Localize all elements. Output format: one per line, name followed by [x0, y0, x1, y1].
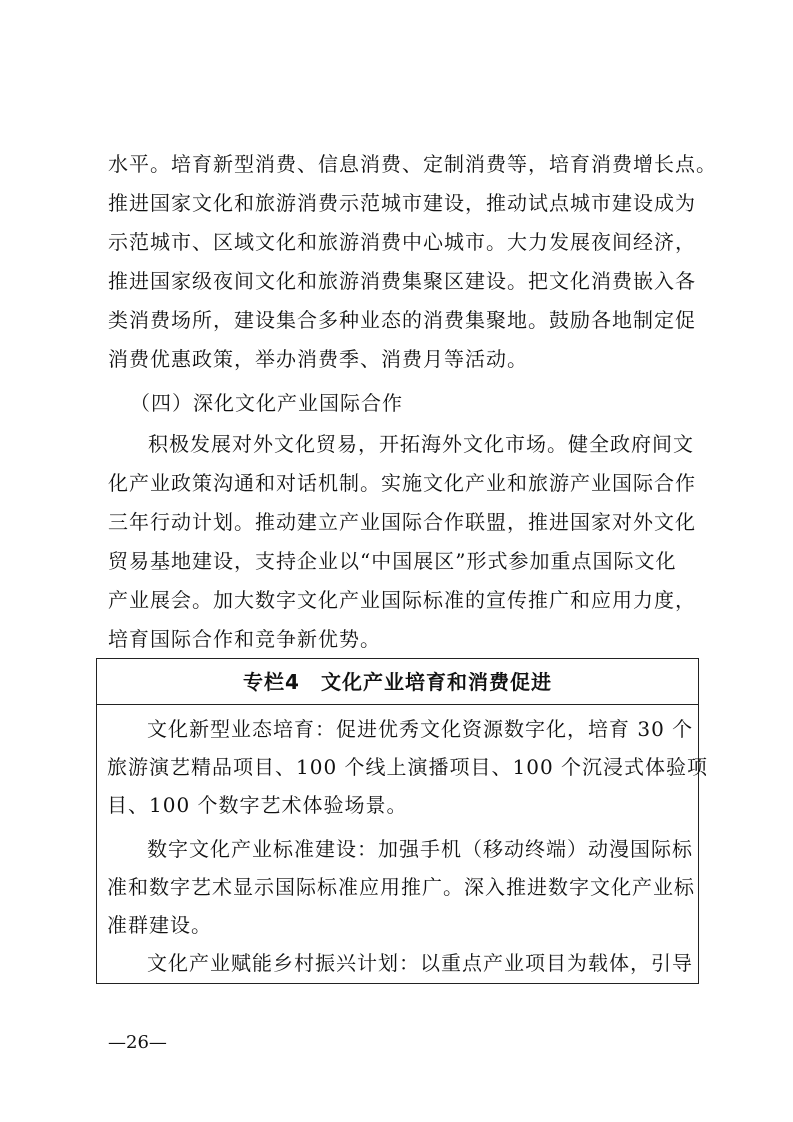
item-2-text: 加强手机（移动终端）动漫国际标 [378, 837, 693, 861]
item-2-line-2: 准和数字艺术显示国际标准应用推广。深入推进数字文化产业标 [107, 875, 695, 899]
item-1-label: 文化新型业态培育： [147, 717, 336, 741]
paragraph-2-line-6: 培育国际合作和竞争新优势。 [108, 627, 381, 651]
item-3-text: 以重点产业项目为载体，引导 [420, 951, 693, 975]
paragraph-1-line-1: 水平。培育新型消费、信息消费、定制消费等，培育消费增长点。 [108, 152, 717, 176]
item-3-label: 文化产业赋能乡村振兴计划： [147, 951, 420, 975]
paragraph-1-line-2: 推进国家文化和旅游消费示范城市建设，推动试点城市建设成为 [108, 191, 696, 215]
paragraph-1-line-5: 类消费场所，建设集合多种业态的消费集聚地。鼓励各地制定促 [108, 308, 696, 332]
item-1-line-2: 旅游演艺精品项目、100 个线上演播项目、100 个沉浸式体验项 [107, 755, 709, 779]
paragraph-1-line-6: 消费优惠政策，举办消费季、消费月等活动。 [108, 347, 528, 371]
item-3-first-line [147, 945, 732, 982]
item-2-line-3: 准群建设。 [107, 913, 212, 937]
column-box [96, 658, 709, 984]
paragraph-1-line-3: 示范城市、区域文化和旅游消费中心城市。大力发展夜间经济， [108, 230, 696, 254]
column-box-title: 专栏4 文化产业培育和消费促进 [243, 670, 552, 694]
paragraph-2-line-2: 化产业政策沟通和对话机制。实施文化产业和旅游产业国际合作 [108, 471, 696, 495]
paragraph-1-line-4: 推进国家级夜间文化和旅游消费集聚区建设。把文化消费嵌入各 [108, 269, 696, 293]
item-2-label: 数字文化产业标准建设： [147, 837, 378, 861]
column-box-title-row [97, 659, 698, 705]
item-1-first-line [147, 711, 732, 748]
paragraph-2-line-1: 积极发展对外文化贸易，开拓海外文化市场。健全政府间文 [148, 432, 694, 456]
item-1-text: 促进优秀文化资源数字化，培育 30 个 [336, 717, 694, 741]
paragraph-2-line-3: 三年行动计划。推动建立产业国际合作联盟，推进国家对外文化 [108, 510, 696, 534]
item-2-first-line [147, 831, 732, 868]
paragraph-2-line-5: 产业展会。加大数字文化产业国际标准的宣传推广和应用力度， [108, 588, 696, 612]
section-heading: （四）深化文化产业国际合作 [130, 391, 403, 415]
page-number: —26— [108, 1032, 167, 1053]
item-1-line-3: 目、100 个数字艺术体验场景。 [107, 793, 408, 817]
paragraph-2-line-4: 贸易基地建设，支持企业以“中国展区”形式参加重点国际文化 [108, 549, 677, 573]
